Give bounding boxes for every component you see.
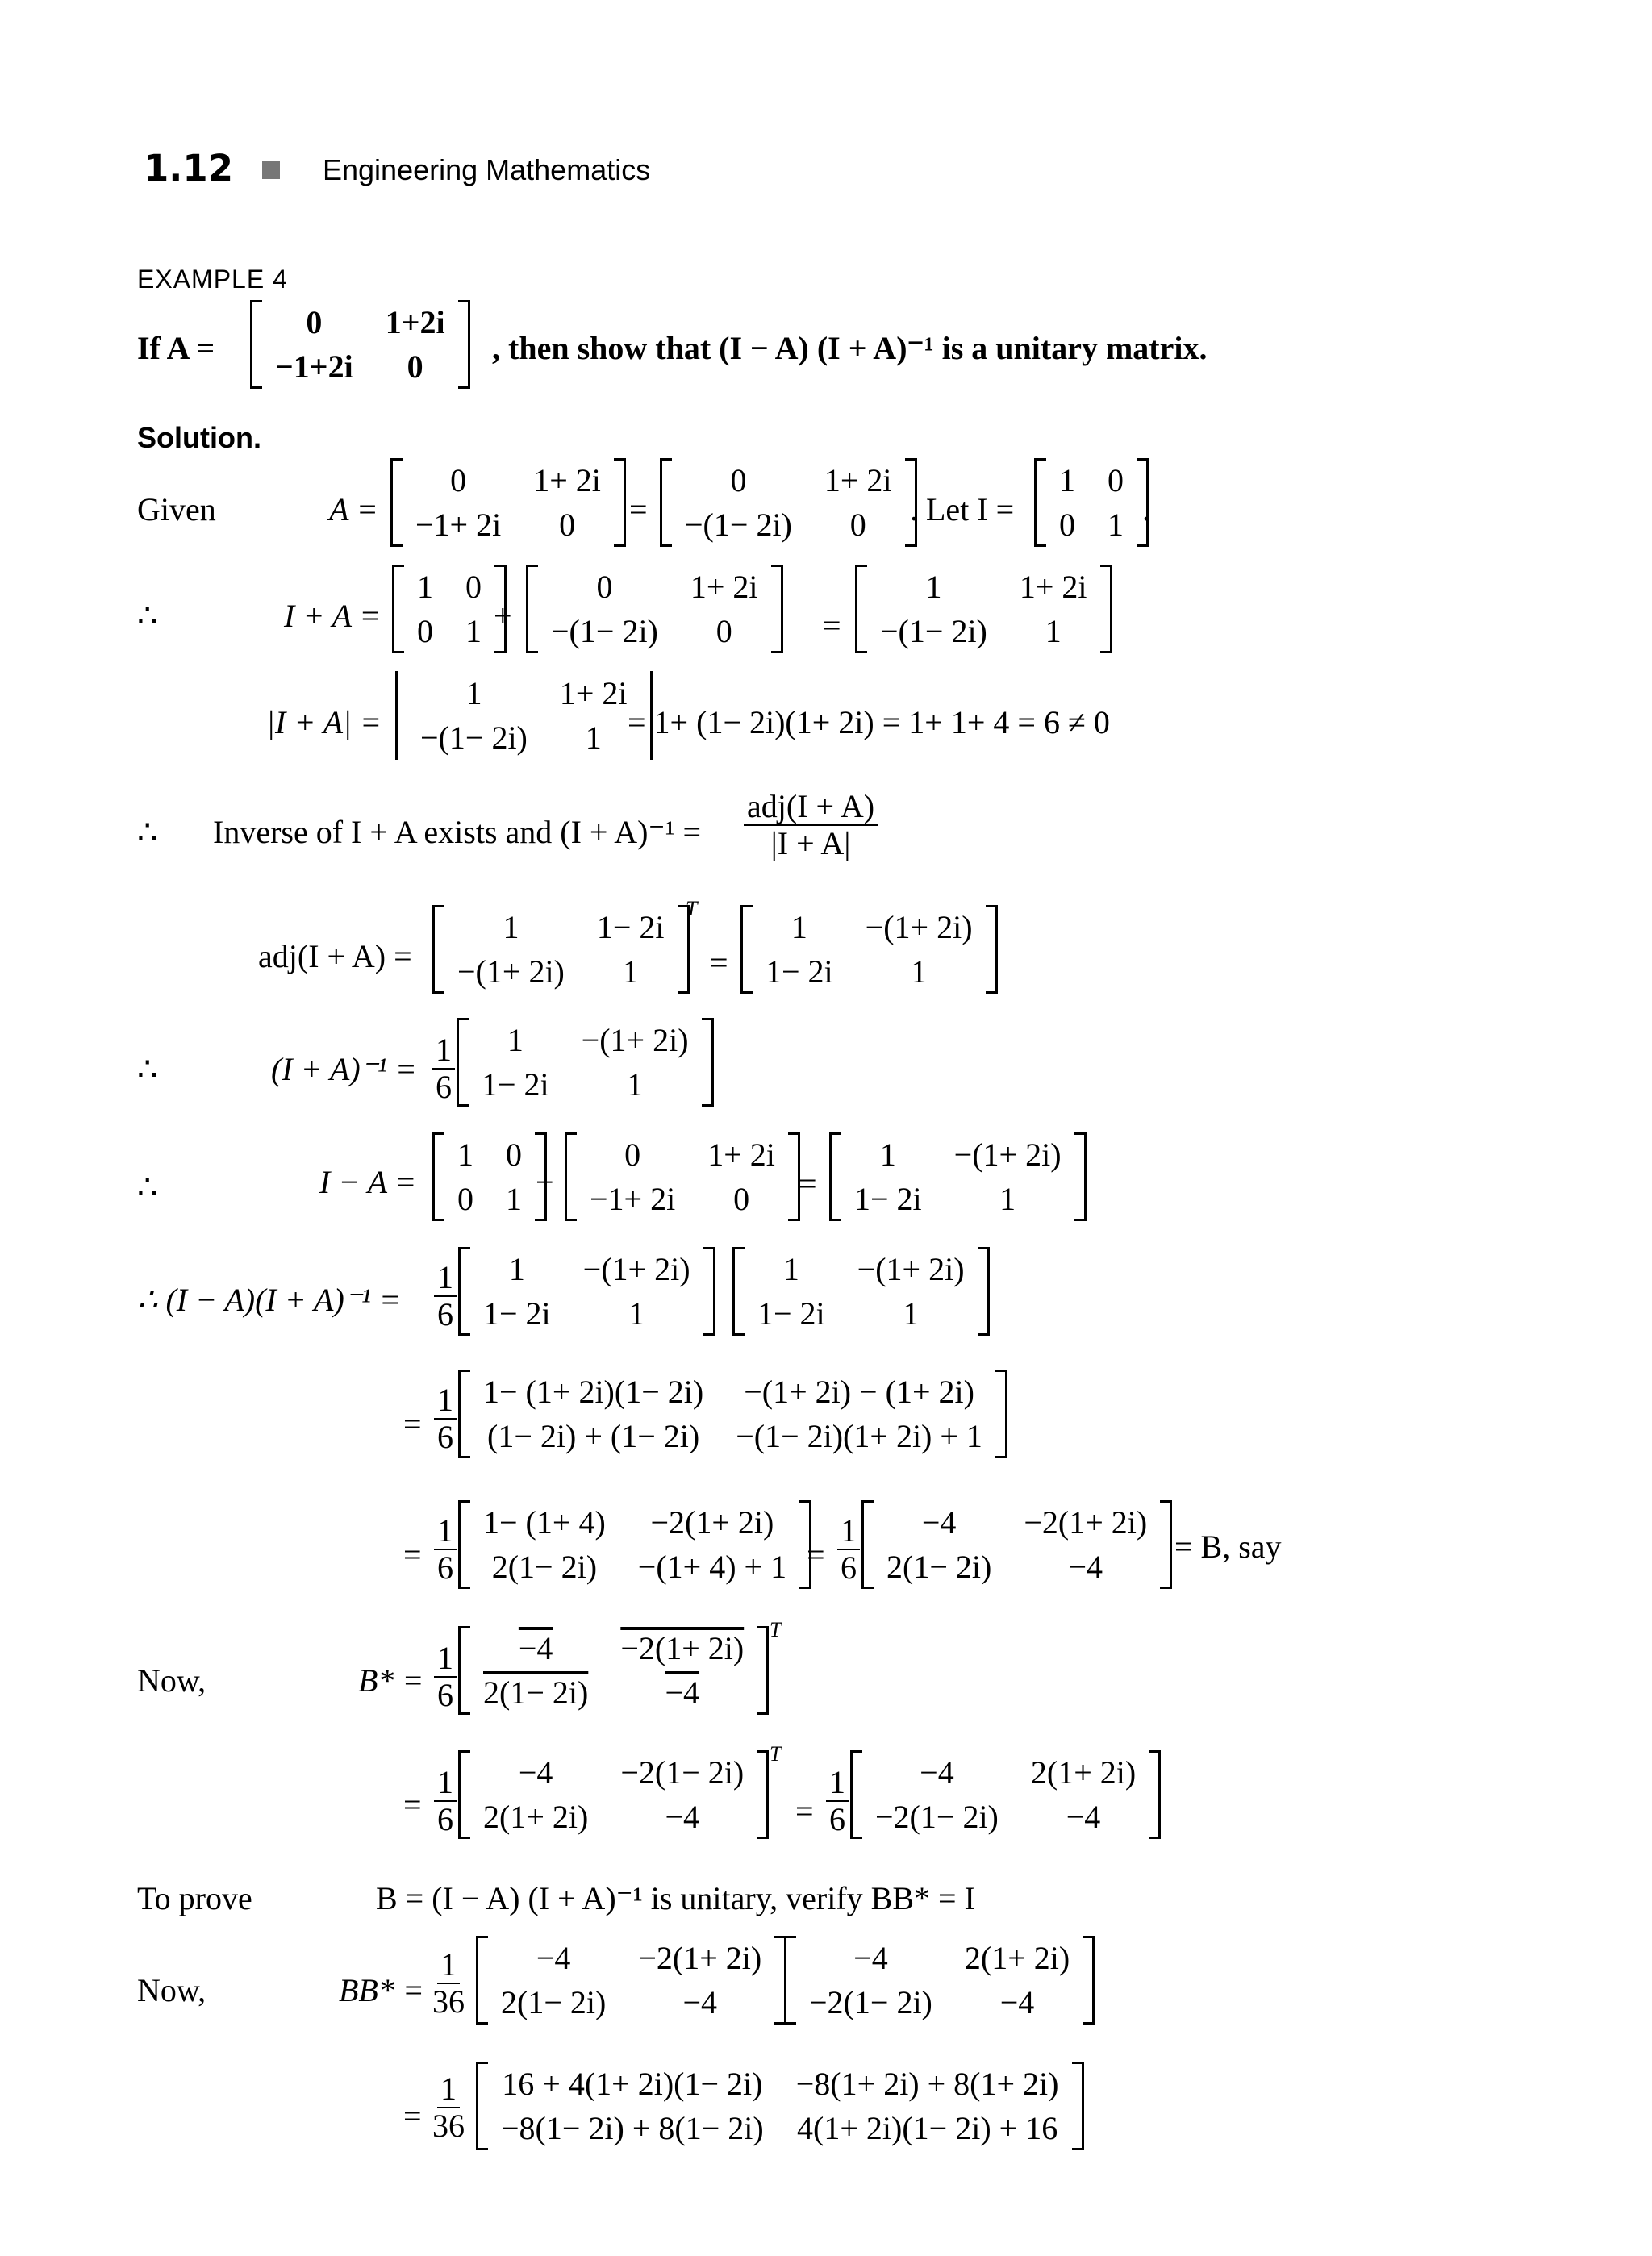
therefore-symbol: ∴ xyxy=(137,1051,158,1087)
matrix-cell: −4 xyxy=(665,1674,700,1711)
matrix-cell: 0 xyxy=(457,1181,473,1217)
matrix-cell: 1 xyxy=(465,675,482,711)
denominator: 6 xyxy=(437,1549,453,1586)
matrix xyxy=(829,1132,1087,1221)
matrix-cell: 1− 2i xyxy=(596,909,665,945)
matrix-cell: −1+2i xyxy=(275,348,353,385)
transpose-sup: T xyxy=(770,1618,782,1641)
lhs: I + A = xyxy=(284,598,382,634)
minus: − xyxy=(536,1164,554,1200)
matrix-cell: −4 xyxy=(682,1984,718,2020)
equals-b-say: = B, say xyxy=(1174,1528,1282,1565)
denominator: 6 xyxy=(437,1801,453,1837)
matrix-cell: −2(1+ 2i) xyxy=(650,1504,774,1541)
matrix-cell: 0 xyxy=(465,569,482,605)
matrix-cell: 1− 2i xyxy=(483,1295,551,1332)
matrix-cell: 1+ 2i xyxy=(690,569,758,605)
matrix-cell: 1 xyxy=(925,569,942,605)
lhs: ∴ (I − A)(I + A)⁻¹ = xyxy=(137,1282,401,1318)
matrix-cell: 2(1− 2i) xyxy=(483,1674,589,1711)
matrix-cell: 1− (1+ 2i)(1− 2i) xyxy=(483,1374,704,1410)
matrix-cell: 1 xyxy=(503,909,519,945)
matrix-cell: −(1− 2i) xyxy=(880,613,987,649)
matrix-cell: 1− 2i xyxy=(482,1066,549,1103)
matrix-cell: 0 xyxy=(450,462,467,498)
matrix-cell: −4 xyxy=(920,1754,954,1791)
matrix-cell: 1 xyxy=(457,1136,473,1173)
inverse-text: Inverse of I + A exists and (I + A)⁻¹ = xyxy=(213,814,702,850)
matrix-cell: −2(1+ 2i) xyxy=(638,1940,762,1976)
matrix xyxy=(458,1500,811,1589)
matrix-cell: 1 xyxy=(627,1066,644,1103)
matrix-cell: 0 xyxy=(559,507,576,543)
matrix xyxy=(457,1018,714,1107)
solution-label: Solution. xyxy=(137,421,261,454)
matrix-cell: −(1+ 2i) xyxy=(953,1136,1062,1173)
fraction xyxy=(434,1382,457,1455)
numerator: 1 xyxy=(434,1382,457,1420)
matrix-cell: 1 xyxy=(911,953,928,990)
conjugate-matrix xyxy=(458,1626,769,1715)
matrix-cell: −1+ 2i xyxy=(415,507,502,543)
matrix-cell: 2(1− 2i) xyxy=(501,1984,607,2020)
equals: = xyxy=(807,1537,825,1573)
matrix xyxy=(565,1132,800,1221)
matrix-cell: −4 xyxy=(518,1630,553,1666)
matrix-cell: 0 xyxy=(407,348,423,385)
matrix xyxy=(526,565,783,653)
given-label: Given xyxy=(137,491,216,528)
matrix-cell: 1+ 2i xyxy=(824,462,892,498)
now-label: Now, xyxy=(137,1972,206,2008)
numerator: 1 xyxy=(432,1032,455,1070)
lhs: BB* = xyxy=(339,1972,424,2008)
matrix xyxy=(740,905,998,994)
transpose-sup: T xyxy=(686,897,698,920)
matrix-cell: 1 xyxy=(622,953,639,990)
matrix-cell: −(1+ 2i) xyxy=(581,1022,689,1058)
matrix-cell: −2(1− 2i) xyxy=(875,1799,999,1835)
matrix-cell: 0 xyxy=(624,1136,641,1173)
numerator: 1 xyxy=(437,1947,460,1984)
matrix-cell: 1− 2i xyxy=(757,1295,825,1332)
matrix-cell: 1 xyxy=(1108,507,1124,543)
matrix-cell: −4 xyxy=(665,1799,700,1835)
matrix xyxy=(476,2062,1084,2150)
matrix-cell: 2(1+ 2i) xyxy=(483,1799,589,1835)
matrix-cell: −2(1− 2i) xyxy=(620,1754,745,1791)
matrix-cell: 1 xyxy=(417,569,433,605)
therefore-symbol: ∴ xyxy=(137,1169,158,1205)
numerator: 1 xyxy=(434,1513,457,1550)
rhs: = 1+ (1− 2i)(1+ 2i) = 1+ 1+ 4 = 6 ≠ 0 xyxy=(628,704,1110,740)
matrix xyxy=(432,905,690,994)
equals: = xyxy=(629,491,648,528)
matrix xyxy=(855,565,1112,653)
matrix-cell: 0 xyxy=(506,1136,522,1173)
problem-matrix-a xyxy=(250,300,470,389)
numerator: adj(I + A) xyxy=(744,789,878,826)
lhs: adj(I + A) = xyxy=(258,938,412,974)
matrix-cell: −4 xyxy=(999,1984,1035,2020)
matrix-cell: −(1+ 2i) − (1+ 2i) xyxy=(744,1374,974,1410)
matrix-cell: −4 xyxy=(1068,1549,1103,1585)
matrix-cell: −2(1+ 2i) xyxy=(620,1630,745,1666)
equals: = xyxy=(403,2098,422,2134)
matrix-cell: −(1+ 2i) xyxy=(457,953,565,990)
matrix-cell: 1− 2i xyxy=(766,953,833,990)
matrix-cell: 1 xyxy=(782,1251,799,1287)
matrix-cell: −(1+ 2i) xyxy=(582,1251,690,1287)
matrix-cell: 1 xyxy=(585,719,602,756)
matrix-cell: 2(1+ 2i) xyxy=(1030,1754,1137,1791)
equals: = xyxy=(795,1793,814,1829)
matrix-cell: −2(1+ 2i) xyxy=(1024,1504,1148,1541)
denominator: 36 xyxy=(432,1983,465,2020)
matrix-cell: 1− (1+ 4) xyxy=(483,1504,606,1541)
numerator: 1 xyxy=(434,1765,457,1802)
matrix-cell: −(1− 2i) xyxy=(685,507,792,543)
matrix xyxy=(432,1132,547,1221)
fraction xyxy=(432,1032,455,1105)
to-prove-label: To prove xyxy=(137,1880,252,1916)
matrix-cell: 0 xyxy=(1108,462,1124,498)
numerator: 1 xyxy=(826,1765,849,1802)
matrix-cell: 1 xyxy=(628,1295,645,1332)
matrix-cell: −(1− 2i) xyxy=(420,719,528,756)
lhs: (I + A)⁻¹ = xyxy=(271,1051,417,1087)
matrix-cell: 0 xyxy=(417,613,433,649)
fraction xyxy=(744,789,878,861)
equals: = xyxy=(403,1537,422,1573)
matrix-cell: −8(1+ 2i) + 8(1+ 2i) xyxy=(795,2066,1059,2102)
matrix-cell: 1 xyxy=(879,1136,896,1173)
matrix-cell: 1+ 2i xyxy=(1019,569,1087,605)
matrix-cell: 0 xyxy=(715,613,732,649)
matrix xyxy=(861,1500,1172,1589)
denominator: |I + A| xyxy=(770,825,851,861)
lhs: |I + A| = xyxy=(266,704,382,740)
matrix-cell: 1+ 2i xyxy=(559,675,628,711)
square-bullet-icon xyxy=(262,161,280,179)
matrix xyxy=(476,1936,786,2025)
matrix-cell: 4(1+ 2i)(1− 2i) + 16 xyxy=(797,2110,1058,2146)
fraction xyxy=(432,2071,465,2144)
fraction xyxy=(434,1641,457,1713)
matrix-cell: 0 xyxy=(1059,507,1075,543)
matrix xyxy=(392,565,507,653)
matrix-cell: 16 + 4(1+ 2i)(1− 2i) xyxy=(502,2066,763,2102)
page-number: 1.12 xyxy=(144,147,234,190)
lhs: A = xyxy=(329,491,378,528)
therefore-symbol: ∴ xyxy=(137,814,158,850)
period: . xyxy=(1142,491,1150,528)
matrix-cell: −4 xyxy=(853,1940,888,1976)
matrix-cell: 1 xyxy=(506,1181,522,1217)
matrix-cell: 1 xyxy=(465,613,482,649)
matrix-cell: −1+ 2i xyxy=(590,1181,676,1217)
matrix xyxy=(458,1370,1007,1458)
equals: = xyxy=(403,1406,422,1442)
matrix-cell: 1 xyxy=(999,1181,1016,1217)
equals: = xyxy=(403,1787,422,1823)
matrix-cell: 1+ 2i xyxy=(707,1136,775,1173)
matrix-cell: −(1− 2i)(1+ 2i) + 1 xyxy=(736,1418,982,1454)
matrix xyxy=(850,1750,1161,1839)
matrix-cell: 1 xyxy=(1059,462,1075,498)
matrix-cell: 1 xyxy=(791,909,807,945)
matrix-cell: 0 xyxy=(849,507,866,543)
fraction xyxy=(434,1260,457,1332)
determinant xyxy=(395,671,653,760)
numerator: 1 xyxy=(837,1513,860,1550)
lhs: I − A = xyxy=(319,1164,417,1200)
matrix-cell: 1 xyxy=(903,1295,920,1332)
example-label: EXAMPLE 4 xyxy=(137,265,288,294)
matrix xyxy=(732,1247,990,1336)
matrix-cell: −(1+ 4) + 1 xyxy=(637,1549,787,1585)
denominator: 6 xyxy=(437,1419,453,1455)
denominator: 6 xyxy=(841,1549,857,1586)
matrix xyxy=(458,1750,769,1839)
matrix-cell: −8(1− 2i) + 8(1− 2i) xyxy=(501,2110,764,2146)
fraction xyxy=(837,1513,860,1586)
denominator: 6 xyxy=(436,1069,452,1105)
therefore-symbol: ∴ xyxy=(137,598,158,634)
matrix-cell: −(1+ 2i) xyxy=(865,909,973,945)
to-prove-text: B = (I − A) (I + A)⁻¹ is unitary, verify BB* = I xyxy=(376,1880,975,1916)
matrix-cell: 1 xyxy=(1045,613,1062,649)
matrix xyxy=(660,458,917,547)
matrix xyxy=(784,1936,1095,2025)
matrix-cell: 2(1− 2i) xyxy=(491,1549,598,1585)
denominator: 6 xyxy=(829,1801,845,1837)
matrix-cell: −4 xyxy=(921,1504,957,1541)
matrix-cell: 0 xyxy=(306,304,323,340)
denominator: 6 xyxy=(437,1677,453,1713)
matrix-cell: 2(1− 2i) xyxy=(886,1549,992,1585)
equals: = xyxy=(799,1166,817,1202)
matrix xyxy=(390,458,626,547)
denominator: 6 xyxy=(437,1296,453,1332)
matrix-cell: 0 xyxy=(596,569,613,605)
matrix-cell: −4 xyxy=(518,1754,553,1791)
plus: + xyxy=(494,598,512,634)
now-label: Now, xyxy=(137,1662,206,1699)
matrix xyxy=(458,1247,715,1336)
identity-matrix xyxy=(1034,458,1149,547)
running-head: Engineering Mathematics xyxy=(323,153,651,186)
equals: = xyxy=(710,945,728,981)
let-text: . Let I = xyxy=(910,491,1015,528)
fraction xyxy=(432,1947,465,2020)
matrix-cell: 2(1+ 2i) xyxy=(964,1940,1070,1976)
fraction xyxy=(826,1765,849,1837)
problem-prefix: If A = xyxy=(137,330,215,366)
matrix-cell: 1+2i xyxy=(385,304,445,340)
matrix-cell: (1− 2i) + (1− 2i) xyxy=(487,1418,700,1454)
matrix-cell: 0 xyxy=(730,462,747,498)
matrix-cell: 0 xyxy=(733,1181,750,1217)
transpose-sup: T xyxy=(770,1742,782,1766)
numerator: 1 xyxy=(437,2071,460,2108)
lhs: B* = xyxy=(358,1662,424,1699)
equals: = xyxy=(823,607,841,644)
matrix-cell: −(1− 2i) xyxy=(551,613,658,649)
matrix-cell: −(1+ 2i) xyxy=(857,1251,965,1287)
matrix-cell: −4 xyxy=(1066,1799,1101,1835)
matrix-cell: −4 xyxy=(536,1940,571,1976)
numerator: 1 xyxy=(434,1260,457,1297)
matrix-cell: 1− 2i xyxy=(854,1181,922,1217)
matrix-cell: 1+ 2i xyxy=(533,462,601,498)
matrix-cell: 1 xyxy=(507,1022,524,1058)
matrix-cell: 1 xyxy=(508,1251,525,1287)
denominator: 36 xyxy=(432,2108,465,2144)
problem-suffix: , then show that (I − A) (I + A)⁻¹ is a unitary matrix. xyxy=(492,330,1208,366)
numerator: 1 xyxy=(434,1641,457,1678)
matrix-cell: −2(1− 2i) xyxy=(809,1984,932,2020)
fraction xyxy=(434,1513,457,1586)
fraction xyxy=(434,1765,457,1837)
